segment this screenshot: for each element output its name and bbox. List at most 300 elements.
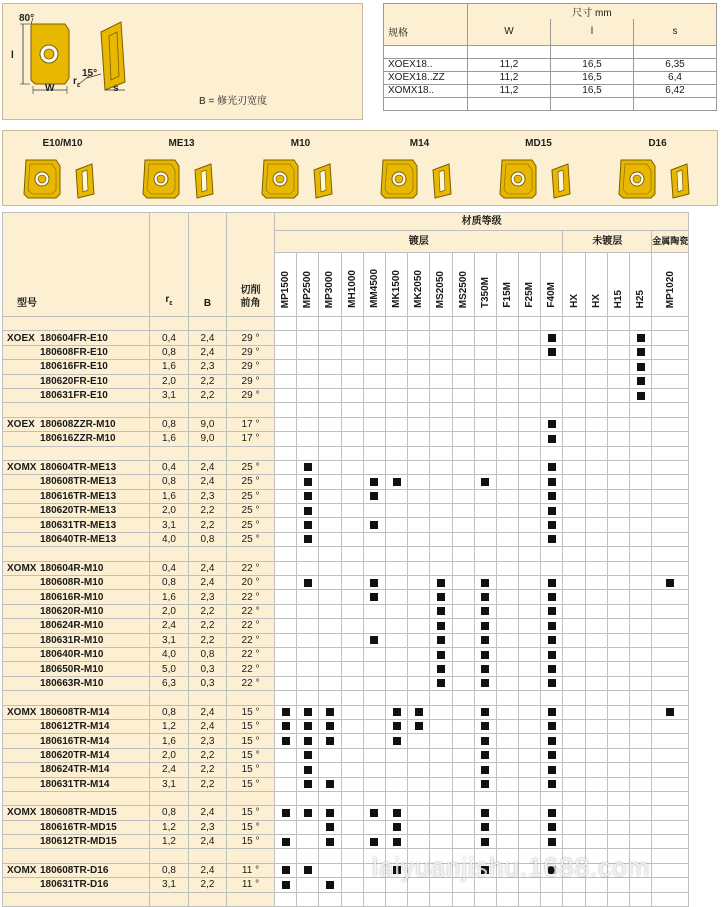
grade-cell xyxy=(652,432,689,446)
available-mark xyxy=(437,622,445,630)
available-mark xyxy=(666,708,674,716)
available-mark xyxy=(637,363,645,371)
family-label: XOMX xyxy=(7,462,37,474)
grade-cell xyxy=(585,532,607,546)
grade-cell xyxy=(452,345,474,359)
grade-cell xyxy=(408,734,430,748)
available-mark xyxy=(548,722,556,730)
family-label: XOMX xyxy=(7,562,37,574)
shape-e10-m10 xyxy=(3,131,122,207)
grade-cell xyxy=(652,374,689,388)
grade-header-mh1000 xyxy=(341,253,363,317)
available-mark xyxy=(481,679,489,687)
b-value: 9,0 xyxy=(189,417,227,431)
available-mark xyxy=(370,809,378,817)
grade-cell xyxy=(541,662,563,676)
grade-cell xyxy=(607,504,629,518)
angle-80-label: 80° xyxy=(19,13,35,24)
grade-cell xyxy=(652,619,689,633)
grade-header-hx xyxy=(563,253,585,317)
available-mark xyxy=(326,838,334,846)
grade-cell xyxy=(297,331,319,345)
grade-cell xyxy=(496,432,518,446)
grade-cell xyxy=(430,719,452,733)
grade-cell xyxy=(363,835,385,849)
grade-cell xyxy=(630,705,652,719)
grade-cell xyxy=(585,719,607,733)
corner-radius-value: 1,6 xyxy=(150,734,189,748)
insert-top-icon xyxy=(22,158,62,200)
rake-angle-value: 22 ° xyxy=(227,676,275,690)
grade-cell xyxy=(607,590,629,604)
grade-cell xyxy=(385,475,407,489)
grade-cell xyxy=(630,719,652,733)
corner-radius-value: 3,1 xyxy=(150,777,189,791)
grade-cell xyxy=(430,475,452,489)
grade-cell xyxy=(496,518,518,532)
grade-cell xyxy=(474,676,496,690)
grade-cell xyxy=(474,388,496,402)
table-row xyxy=(3,489,689,503)
insert-side-icon xyxy=(669,162,691,200)
grade-cell xyxy=(341,475,363,489)
model-code: XOEX 180608ZZR-M10 xyxy=(3,417,150,431)
grade-header-mp2500 xyxy=(297,253,319,317)
grade-cell xyxy=(385,590,407,604)
grade-cell xyxy=(341,820,363,834)
available-mark xyxy=(548,521,556,529)
grade-cell xyxy=(652,590,689,604)
b-value: 2,3 xyxy=(189,734,227,748)
grade-cell xyxy=(496,388,518,402)
grade-header-h15 xyxy=(607,253,629,317)
shape-me13 xyxy=(122,131,241,207)
insert-drawing xyxy=(3,4,364,121)
grade-cell xyxy=(474,763,496,777)
table-row xyxy=(3,719,689,733)
available-mark xyxy=(548,636,556,644)
grade-cell xyxy=(607,417,629,431)
grade-cell xyxy=(519,345,541,359)
grade-cell xyxy=(319,820,341,834)
grade-label: MP1020 xyxy=(664,270,676,308)
grade-cell xyxy=(275,820,297,834)
coated-header: 镀层 xyxy=(275,231,563,253)
grade-cell xyxy=(474,345,496,359)
grade-header-mk1500 xyxy=(385,253,407,317)
grade-header-ms2500 xyxy=(452,253,474,317)
b-value: 2,4 xyxy=(189,561,227,575)
available-mark xyxy=(481,809,489,817)
grade-cell xyxy=(275,504,297,518)
grade-cell xyxy=(341,388,363,402)
corner-radius-value: 1,2 xyxy=(150,835,189,849)
b-value: 2,2 xyxy=(189,504,227,518)
grade-cell xyxy=(452,734,474,748)
grade-cell xyxy=(585,777,607,791)
model-code: XOMX 180608TR-M14 xyxy=(3,705,150,719)
grade-cell xyxy=(652,504,689,518)
rake-angle-value: 11 ° xyxy=(227,878,275,892)
watermark: laiyuanjishu.1688.com xyxy=(372,852,651,882)
grade-cell xyxy=(585,590,607,604)
grade-cell xyxy=(474,504,496,518)
grade-cell xyxy=(496,374,518,388)
grade-cell xyxy=(541,388,563,402)
grade-cell xyxy=(630,806,652,820)
rake-angle-value: 15 ° xyxy=(227,763,275,777)
available-mark xyxy=(370,838,378,846)
available-mark xyxy=(326,809,334,817)
grade-cell xyxy=(541,576,563,590)
grade-cell xyxy=(541,432,563,446)
grade-cell xyxy=(519,734,541,748)
table-row xyxy=(3,734,689,748)
available-mark xyxy=(481,766,489,774)
grade-cell xyxy=(385,662,407,676)
rake-angle-value: 22 ° xyxy=(227,662,275,676)
grade-cell xyxy=(341,878,363,892)
grade-cell xyxy=(275,345,297,359)
grade-cell xyxy=(430,561,452,575)
table-row xyxy=(3,820,689,834)
available-mark xyxy=(282,737,290,745)
grade-cell xyxy=(275,532,297,546)
b-value: 2,3 xyxy=(189,360,227,374)
grade-cell xyxy=(275,719,297,733)
grade-cell xyxy=(496,777,518,791)
b-value: 2,3 xyxy=(189,590,227,604)
available-mark xyxy=(548,665,556,673)
grade-cell xyxy=(408,820,430,834)
shape-label: MD15 xyxy=(525,138,552,149)
grade-cell xyxy=(297,518,319,532)
grade-cell xyxy=(275,604,297,618)
spec-header: 规格 xyxy=(384,19,468,45)
rake-angle-value: 11 ° xyxy=(227,863,275,877)
grade-cell xyxy=(630,590,652,604)
rake-angle-value: 22 ° xyxy=(227,647,275,661)
grade-cell xyxy=(408,475,430,489)
grade-cell xyxy=(297,504,319,518)
grade-cell xyxy=(430,417,452,431)
grade-cell xyxy=(408,835,430,849)
rake-angle-value: 22 ° xyxy=(227,604,275,618)
available-mark xyxy=(282,708,290,716)
b-value: 2,4 xyxy=(189,705,227,719)
grade-cell xyxy=(630,662,652,676)
grade-cell xyxy=(585,388,607,402)
grade-cell xyxy=(474,432,496,446)
material-grade-header: 材质等级 xyxy=(275,213,689,231)
model-code: 180616TR-MD15 xyxy=(3,820,150,834)
grade-cell xyxy=(297,662,319,676)
grade-cell xyxy=(297,806,319,820)
grade-cell xyxy=(430,604,452,618)
grade-cell xyxy=(275,878,297,892)
table-row xyxy=(3,475,689,489)
grade-cell xyxy=(607,604,629,618)
grade-cell xyxy=(430,374,452,388)
rake-angle-value: 15 ° xyxy=(227,705,275,719)
grade-cell xyxy=(363,331,385,345)
available-mark xyxy=(481,838,489,846)
grade-cell xyxy=(297,417,319,431)
grade-cell xyxy=(607,734,629,748)
available-mark xyxy=(548,463,556,471)
grade-cell xyxy=(585,619,607,633)
corner-radius-value: 1,6 xyxy=(150,360,189,374)
grade-cell xyxy=(541,676,563,690)
grade-cell xyxy=(341,863,363,877)
grade-cell xyxy=(385,633,407,647)
grade-cell xyxy=(474,777,496,791)
grade-cell xyxy=(319,878,341,892)
b-value: 2,4 xyxy=(189,331,227,345)
grade-cell xyxy=(341,518,363,532)
available-mark xyxy=(548,435,556,443)
corner-radius-value: 3,1 xyxy=(150,878,189,892)
grade-cell xyxy=(585,518,607,532)
grade-cell xyxy=(363,360,385,374)
b-value: 2,2 xyxy=(189,633,227,647)
available-mark xyxy=(637,334,645,342)
grade-cell xyxy=(297,748,319,762)
corner-radius-value: 0,8 xyxy=(150,576,189,590)
grade-cell xyxy=(408,763,430,777)
grade-cell xyxy=(607,777,629,791)
available-mark xyxy=(304,737,312,745)
grade-cell xyxy=(363,662,385,676)
grade-cell xyxy=(385,835,407,849)
grade-cell xyxy=(341,576,363,590)
rake-angle-value: 22 ° xyxy=(227,561,275,575)
grade-cell xyxy=(275,590,297,604)
grade-cell xyxy=(630,475,652,489)
table-row xyxy=(3,763,689,777)
available-mark xyxy=(548,535,556,543)
b-value: 9,0 xyxy=(189,432,227,446)
available-mark xyxy=(481,478,489,486)
grade-cell xyxy=(474,705,496,719)
available-mark xyxy=(548,334,556,342)
grade-cell xyxy=(385,360,407,374)
available-mark xyxy=(304,478,312,486)
family-label: XOMX xyxy=(7,807,37,819)
grade-cell xyxy=(496,532,518,546)
available-mark xyxy=(637,348,645,356)
grade-cell xyxy=(496,662,518,676)
grade-cell xyxy=(607,806,629,820)
grade-cell xyxy=(385,676,407,690)
grade-cell xyxy=(408,561,430,575)
grade-cell xyxy=(585,460,607,474)
spacer-row xyxy=(3,791,689,805)
available-mark xyxy=(370,636,378,644)
available-mark xyxy=(481,579,489,587)
grade-cell xyxy=(630,561,652,575)
grade-cell xyxy=(385,388,407,402)
grade-label: F25M xyxy=(524,282,536,308)
model-code: XOMX 180608TR-D16 xyxy=(3,863,150,877)
grade-cell xyxy=(496,331,518,345)
available-mark xyxy=(481,651,489,659)
grade-cell xyxy=(563,806,585,820)
grade-cell xyxy=(408,647,430,661)
table-row xyxy=(3,460,689,474)
col-l-header: l xyxy=(551,19,634,45)
model-code: 180640TR-ME13 xyxy=(3,532,150,546)
grade-cell xyxy=(541,619,563,633)
grade-cell xyxy=(563,345,585,359)
grade-cell xyxy=(385,432,407,446)
grade-cell xyxy=(541,374,563,388)
spacer-row xyxy=(3,403,689,417)
corner-radius-value: 2,4 xyxy=(150,619,189,633)
grade-header-hx xyxy=(585,253,607,317)
grade-cell xyxy=(385,532,407,546)
grade-cell xyxy=(363,590,385,604)
grade-cell xyxy=(430,460,452,474)
b-value: 0,3 xyxy=(189,662,227,676)
grade-cell xyxy=(496,835,518,849)
grade-cell xyxy=(630,504,652,518)
grade-cell xyxy=(496,561,518,575)
grade-cell xyxy=(452,777,474,791)
shape-label: M10 xyxy=(290,138,311,149)
grade-cell xyxy=(385,619,407,633)
grade-cell xyxy=(585,374,607,388)
grade-cell xyxy=(385,734,407,748)
available-mark xyxy=(437,593,445,601)
grade-cell xyxy=(341,662,363,676)
grade-cell xyxy=(430,388,452,402)
grade-cell xyxy=(408,432,430,446)
available-mark xyxy=(437,665,445,673)
grade-cell xyxy=(408,748,430,762)
grade-cell xyxy=(319,331,341,345)
grade-cell xyxy=(341,504,363,518)
grade-cell xyxy=(652,417,689,431)
available-mark xyxy=(481,823,489,831)
grade-cell xyxy=(496,504,518,518)
available-mark xyxy=(481,622,489,630)
grade-cell xyxy=(607,676,629,690)
grade-cell xyxy=(630,331,652,345)
grade-cell xyxy=(607,763,629,777)
model-code: 180631TR-ME13 xyxy=(3,518,150,532)
grade-cell xyxy=(363,820,385,834)
grade-cell xyxy=(363,777,385,791)
available-mark xyxy=(415,708,423,716)
grade-cell xyxy=(607,820,629,834)
b-value: 2,4 xyxy=(189,719,227,733)
corner-radius-value: 1,2 xyxy=(150,719,189,733)
grade-cell xyxy=(563,820,585,834)
grade-cell xyxy=(430,432,452,446)
grade-cell xyxy=(474,662,496,676)
grade-cell xyxy=(385,417,407,431)
available-mark xyxy=(481,737,489,745)
grade-cell xyxy=(630,374,652,388)
available-mark xyxy=(304,535,312,543)
grade-cell xyxy=(452,748,474,762)
grade-header-mp1020 xyxy=(652,253,689,317)
grade-cell xyxy=(607,331,629,345)
grade-cell xyxy=(585,561,607,575)
grade-cell xyxy=(563,619,585,633)
grade-cell xyxy=(563,489,585,503)
b-value: 2,2 xyxy=(189,748,227,762)
grade-cell xyxy=(430,360,452,374)
available-mark xyxy=(415,722,423,730)
grade-cell xyxy=(363,676,385,690)
grade-cell xyxy=(496,460,518,474)
available-mark xyxy=(481,722,489,730)
dimension-row: XOMX18.. 11,2 16,5 6,42 xyxy=(384,84,717,97)
available-mark xyxy=(304,866,312,874)
grade-cell xyxy=(297,576,319,590)
grade-cell xyxy=(408,374,430,388)
grade-cell xyxy=(541,777,563,791)
model-code: 180608R-M10 xyxy=(3,576,150,590)
grade-cell xyxy=(408,331,430,345)
grade-cell xyxy=(652,705,689,719)
grade-cell xyxy=(519,748,541,762)
grade-cell xyxy=(363,806,385,820)
grade-cell xyxy=(607,532,629,546)
grade-cell xyxy=(385,647,407,661)
grade-cell xyxy=(341,734,363,748)
table-row xyxy=(3,388,689,402)
grade-cell xyxy=(519,633,541,647)
available-mark xyxy=(548,579,556,587)
b-value: 2,4 xyxy=(189,460,227,474)
grade-cell xyxy=(385,489,407,503)
grade-cell xyxy=(452,835,474,849)
grade-cell xyxy=(341,331,363,345)
grade-cell xyxy=(607,662,629,676)
grade-cell xyxy=(408,705,430,719)
grade-cell xyxy=(319,388,341,402)
grade-cell xyxy=(297,763,319,777)
grade-cell xyxy=(452,374,474,388)
model-code: 180620R-M10 xyxy=(3,604,150,618)
rake-angle-value: 25 ° xyxy=(227,475,275,489)
insert-top-icon xyxy=(617,158,657,200)
grade-cell xyxy=(519,374,541,388)
available-mark xyxy=(481,607,489,615)
grade-cell xyxy=(541,460,563,474)
grade-cell xyxy=(275,619,297,633)
grade-cell xyxy=(630,748,652,762)
grade-cell xyxy=(652,647,689,661)
grade-cell xyxy=(275,576,297,590)
grade-cell xyxy=(585,360,607,374)
model-code: 180616FR-E10 xyxy=(3,360,150,374)
available-mark xyxy=(304,579,312,587)
spacer-row xyxy=(3,892,689,906)
table-row xyxy=(3,633,689,647)
grade-cell xyxy=(341,374,363,388)
grade-cell xyxy=(519,820,541,834)
table-row xyxy=(3,662,689,676)
grade-cell xyxy=(519,576,541,590)
grade-cell xyxy=(319,460,341,474)
available-mark xyxy=(282,722,290,730)
grade-cell xyxy=(430,504,452,518)
grade-cell xyxy=(563,331,585,345)
